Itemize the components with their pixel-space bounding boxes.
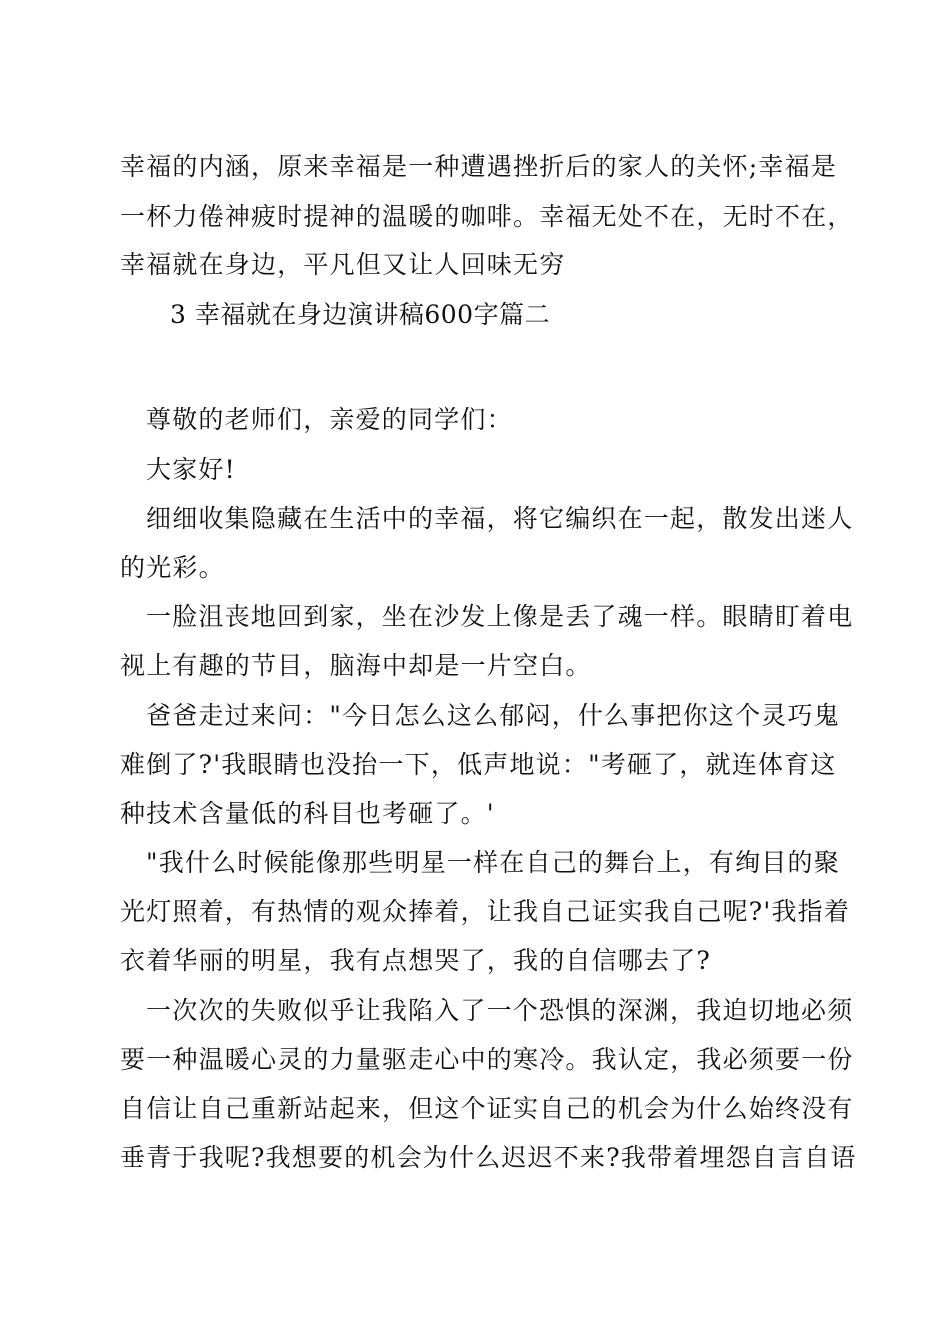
text-line: 视上有趣的节目，脑海中却是一片空白。 — [120, 651, 592, 680]
text-line: 垂青于我呢?我想要的机会为什么迟迟不来?我带着埋怨自言自语 — [120, 1143, 857, 1172]
text-line: 自信让自己重新站起来，但这个证实自己的机会为什么始终没有 — [120, 1094, 854, 1123]
text-line: 难倒了?'我眼睛也没抬一下，低声地说："考砸了，就连体育这 — [120, 750, 837, 779]
text-line: 幸福就在身边，平凡但又让人回味无穷 — [120, 250, 566, 279]
text-line: 光灯照着，有热情的观众捧着，让我自己证实我自己呢?'我指着 — [120, 897, 851, 926]
text-line: 幸福的内涵，原来幸福是一种遭遇挫折后的家人的关怀;幸福是 — [120, 152, 838, 181]
text-line: 一杯力倦神疲时提神的温暖的咖啡。幸福无处不在，无时不在， — [120, 202, 854, 231]
salutation: 尊敬的老师们，亲爱的同学们： — [146, 405, 513, 434]
text-line: 要一种温暖心灵的力量驱走心中的寒冷。我认定，我必须要一份 — [120, 1045, 854, 1074]
text-line: 的光彩。 — [120, 553, 225, 582]
text-line: 一脸沮丧地回到家，坐在沙发上像是丢了魂一样。眼睛盯着电 — [146, 602, 854, 631]
text-line: 衣着华丽的明星，我有点想哭了，我的自信哪去了? — [120, 946, 712, 975]
text-line: 种技术含量低的科目也考砸了。' — [120, 799, 495, 828]
section-title: 3 幸福就在身边演讲稿600字篇二 — [170, 300, 551, 329]
text-line: 一次次的失败似乎让我陷入了一个恐惧的深渊，我迫切地必须 — [146, 996, 854, 1025]
greeting: 大家好! — [146, 455, 236, 484]
text-line: "我什么时候能像那些明星一样在自己的舞台上，有绚目的聚 — [146, 848, 840, 877]
text-line: 爸爸走过来问："今日怎么这么郁闷，什么事把你这个灵巧鬼 — [146, 701, 840, 730]
text-line: 细细收集隐藏在生活中的幸福，将它编织在一起，散发出迷人 — [146, 504, 854, 533]
